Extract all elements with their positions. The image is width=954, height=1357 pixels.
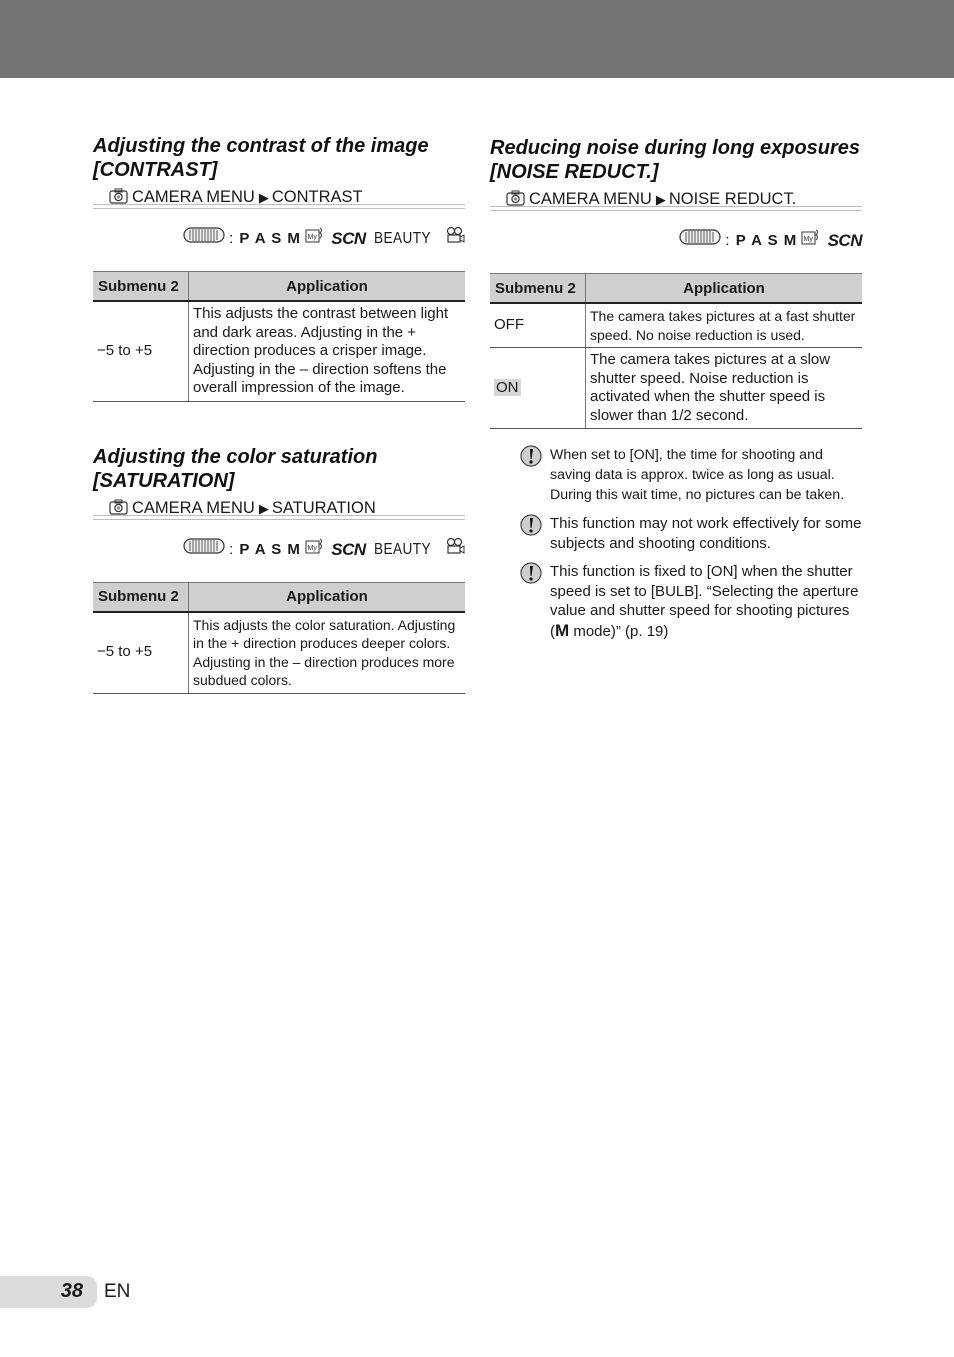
arrow-right-icon: ▶ xyxy=(258,190,269,205)
table-header: Submenu 2 xyxy=(93,582,189,612)
movie-mode-icon xyxy=(445,537,465,563)
noise-section xyxy=(490,136,862,641)
manual-mode-letter: M xyxy=(555,620,570,640)
contrast-section xyxy=(93,134,465,402)
arrow-right-icon: ▶ xyxy=(258,500,269,516)
svg-text:My: My xyxy=(803,236,814,243)
option-cell xyxy=(490,348,586,429)
table-header: Application xyxy=(189,582,466,612)
table-header-row xyxy=(93,582,465,612)
saturation-section xyxy=(93,445,465,694)
table-row xyxy=(93,301,465,401)
description-cell: This adjusts the contrast between light and dark areas. Adjusting in the + direction produces a crisper image. Adjusting in the – direction softens the overall impression of the image. xyxy=(189,301,466,401)
arrow-right-icon: ▶ xyxy=(655,192,666,207)
saturation-title: Adjusting the color saturation [SATURATION] xyxy=(93,445,378,492)
description-cell: The camera takes pictures at a fast shutter speed. No noise reduction is used. xyxy=(586,303,863,348)
mode-dial-icon xyxy=(183,536,225,564)
svg-text:My: My xyxy=(307,234,317,241)
language-label: EN xyxy=(104,1281,131,1302)
noise-menu-path: CAMERA MENU ▶ NOISE REDUCT. xyxy=(490,189,862,211)
note-item: This function is fixed to [ON] when the shutter speed is set to [BULB]. “Selecting the aperture value and shutter speed for shooting pictures (M mode)” (p. 19) xyxy=(520,562,862,641)
note-item: When set to [ON], the time for shooting and saving data is approx. twice as long as usual. During this wait time, no pictures can be taken. xyxy=(520,445,862,505)
table-row xyxy=(490,348,862,429)
my-mode-icon xyxy=(305,537,325,563)
contrast-menu-path: CAMERA MENU ▶ CONTRAST xyxy=(93,187,465,209)
option-cell: OFF xyxy=(490,303,586,348)
table-header: Submenu 2 xyxy=(93,272,189,302)
noise-mode-availability: : P A S M My SCN xyxy=(490,227,862,251)
camera-menu-icon xyxy=(109,188,128,209)
option-cell: −5 to +5 xyxy=(93,612,189,694)
saturation-table xyxy=(93,582,465,694)
left-column xyxy=(93,134,465,694)
table-row xyxy=(490,303,862,348)
right-column xyxy=(490,136,862,650)
mode-dial-icon xyxy=(679,227,721,255)
note-item: This function may not work effectively for some subjects and shooting conditions. xyxy=(520,514,862,553)
mode-dial-icon xyxy=(183,225,225,253)
contrast-title: Adjusting the contrast of the image [CONTRAST] xyxy=(93,135,429,181)
table-header: Application xyxy=(189,272,466,302)
camera-menu-icon xyxy=(506,190,525,211)
contrast-mode-availability: : P A S M My SCN BEAUTY xyxy=(93,225,465,249)
page-number: 38 xyxy=(60,1280,83,1302)
movie-mode-icon xyxy=(445,226,465,252)
default-option-highlight: ON xyxy=(496,378,519,396)
notes-list xyxy=(490,445,862,641)
table-header-row xyxy=(93,272,465,302)
table-header: Submenu 2 xyxy=(490,274,586,304)
noise-title: Reducing noise during long exposures [NOISE REDUCT.] xyxy=(490,137,861,183)
camera-menu-icon xyxy=(109,499,128,520)
table-header-row xyxy=(490,274,862,304)
svg-text:My: My xyxy=(307,544,317,552)
description-cell: This adjusts the color saturation. Adjusting in the + direction produces deeper colors. Adjusting in the – direction produces more subdued colors. xyxy=(189,612,466,694)
table-header: Application xyxy=(586,274,863,304)
caution-icon xyxy=(520,562,542,590)
header-bar xyxy=(0,0,954,78)
contrast-table xyxy=(93,271,465,402)
my-mode-icon xyxy=(801,228,821,254)
caution-icon xyxy=(520,445,542,473)
my-mode-icon xyxy=(305,226,325,252)
table-row xyxy=(93,612,465,694)
saturation-menu-path: CAMERA MENU ▶ SATURATION xyxy=(93,498,465,520)
description-cell: The camera takes pictures at a slow shutter speed. Noise reduction is activated when the shutter speed is slower than 1/2 second. xyxy=(586,348,863,429)
caution-icon xyxy=(520,514,542,542)
option-cell: −5 to +5 xyxy=(93,301,189,401)
page-number-tab xyxy=(0,1276,97,1308)
saturation-mode-availability: : P A S M My SCN BEAUTY xyxy=(93,536,465,560)
noise-table xyxy=(490,273,862,429)
